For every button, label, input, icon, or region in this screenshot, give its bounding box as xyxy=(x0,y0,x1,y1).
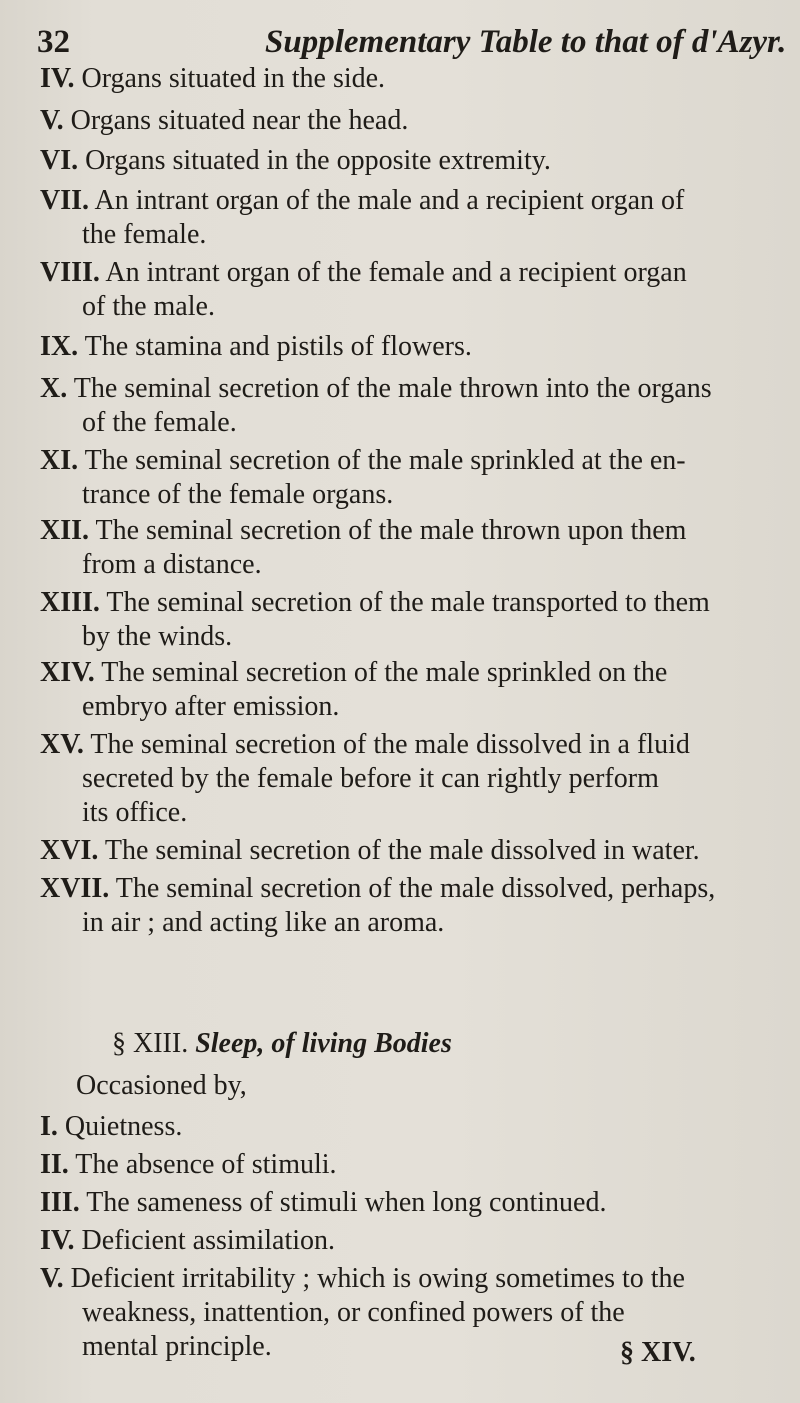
list-item xyxy=(40,256,782,324)
item-numeral: I. xyxy=(40,1111,58,1142)
item-numeral: V. xyxy=(40,1263,64,1294)
item-numeral: XV. xyxy=(40,729,84,760)
section-title: Sleep, of living Bodies xyxy=(195,1028,452,1059)
item-text-line: Deficient assimilation. xyxy=(81,1225,336,1256)
item-text-line: The stamina and pistils of flowers. xyxy=(84,331,472,362)
list-item xyxy=(40,144,782,178)
item-text-line: An intrant organ of the female and a recipient organ xyxy=(105,257,687,288)
list-item xyxy=(40,330,782,364)
item-numeral: III. xyxy=(40,1187,80,1218)
item-numeral: XVI. xyxy=(40,835,99,866)
page-header xyxy=(37,20,787,64)
item-text-line: weakness, inattention, or confined powers of the xyxy=(82,1297,625,1328)
list-item xyxy=(40,372,782,440)
section-heading xyxy=(112,1027,452,1061)
section-intro: Occasioned by, xyxy=(76,1070,247,1101)
item-text-line: Organs situated in the side. xyxy=(81,63,386,94)
item-numeral: IV. xyxy=(40,1225,75,1256)
item-text-line: trance of the female organs. xyxy=(82,479,394,510)
list-item xyxy=(40,834,782,868)
item-text-line: The absence of stimuli. xyxy=(75,1149,337,1180)
item-text-line: from a distance. xyxy=(82,549,262,580)
list-item xyxy=(40,1224,782,1258)
item-text-line: Deficient irritability ; which is owing sometimes to the xyxy=(70,1263,685,1294)
item-numeral: XI. xyxy=(40,445,79,476)
item-text-line: mental principle. xyxy=(82,1331,272,1362)
item-numeral: XIV. xyxy=(40,657,95,688)
item-numeral: VII. xyxy=(40,185,90,216)
item-text-line: its office. xyxy=(82,797,188,828)
item-text-line: in air ; and acting like an aroma. xyxy=(82,907,445,938)
item-text-line: The sameness of stimuli when long continued. xyxy=(86,1187,607,1218)
section-mark: § XIII. xyxy=(112,1028,189,1059)
item-numeral: X. xyxy=(40,373,68,404)
item-numeral: V. xyxy=(40,105,64,136)
item-text-line: by the winds. xyxy=(82,621,233,652)
item-text-line: The seminal secretion of the male transported to them xyxy=(106,587,710,618)
item-text-line: An intrant organ of the male and a recipient organ of xyxy=(94,185,685,216)
running-title: Supplementary Table to that of d'Azyr. xyxy=(265,24,787,60)
list-item xyxy=(40,1148,782,1182)
item-numeral: XVII. xyxy=(40,873,110,904)
item-text-line: The seminal secretion of the male dissolved, perhaps, xyxy=(115,873,716,904)
list-item xyxy=(40,184,782,252)
item-text-line: of the male. xyxy=(82,291,215,322)
item-text-line: The seminal secretion of the male sprinkled on the xyxy=(101,657,668,688)
item-numeral: VIII. xyxy=(40,257,100,288)
list-item xyxy=(40,514,782,582)
item-text-line: Quietness. xyxy=(64,1111,183,1142)
list-item xyxy=(40,656,782,724)
list-item xyxy=(40,104,782,138)
item-text-line: embryo after emission. xyxy=(82,691,340,722)
item-text-line: of the female. xyxy=(82,407,237,438)
item-text-line: Organs situated near the head. xyxy=(70,105,409,136)
list-item xyxy=(40,728,782,830)
item-text-line: The seminal secretion of the male thrown into the organs xyxy=(73,373,712,404)
item-numeral: XII. xyxy=(40,515,90,546)
list-item xyxy=(40,62,782,96)
item-text-line: the female. xyxy=(82,219,207,250)
list-item xyxy=(40,872,782,940)
item-numeral: VI. xyxy=(40,145,79,176)
catchword: § XIV. xyxy=(620,1337,696,1368)
list-item xyxy=(40,1110,782,1144)
item-text-line: The seminal secretion of the male dissolved in water. xyxy=(104,835,700,866)
item-numeral: IV. xyxy=(40,63,75,94)
item-text-line: The seminal secretion of the male dissolved in a fluid xyxy=(90,729,690,760)
list-item xyxy=(40,444,782,512)
item-text-line: secreted by the female before it can rightly perform xyxy=(82,763,659,794)
page-number: 32 xyxy=(37,24,70,60)
item-text-line: Organs situated in the opposite extremity. xyxy=(85,145,551,176)
list-item xyxy=(40,586,782,654)
list-item xyxy=(40,1186,782,1220)
item-numeral: IX. xyxy=(40,331,79,362)
item-text-line: The seminal secretion of the male sprinkled at the en- xyxy=(84,445,686,476)
item-text-line: The seminal secretion of the male thrown upon them xyxy=(95,515,687,546)
item-numeral: XIII. xyxy=(40,587,100,618)
item-numeral: II. xyxy=(40,1149,69,1180)
